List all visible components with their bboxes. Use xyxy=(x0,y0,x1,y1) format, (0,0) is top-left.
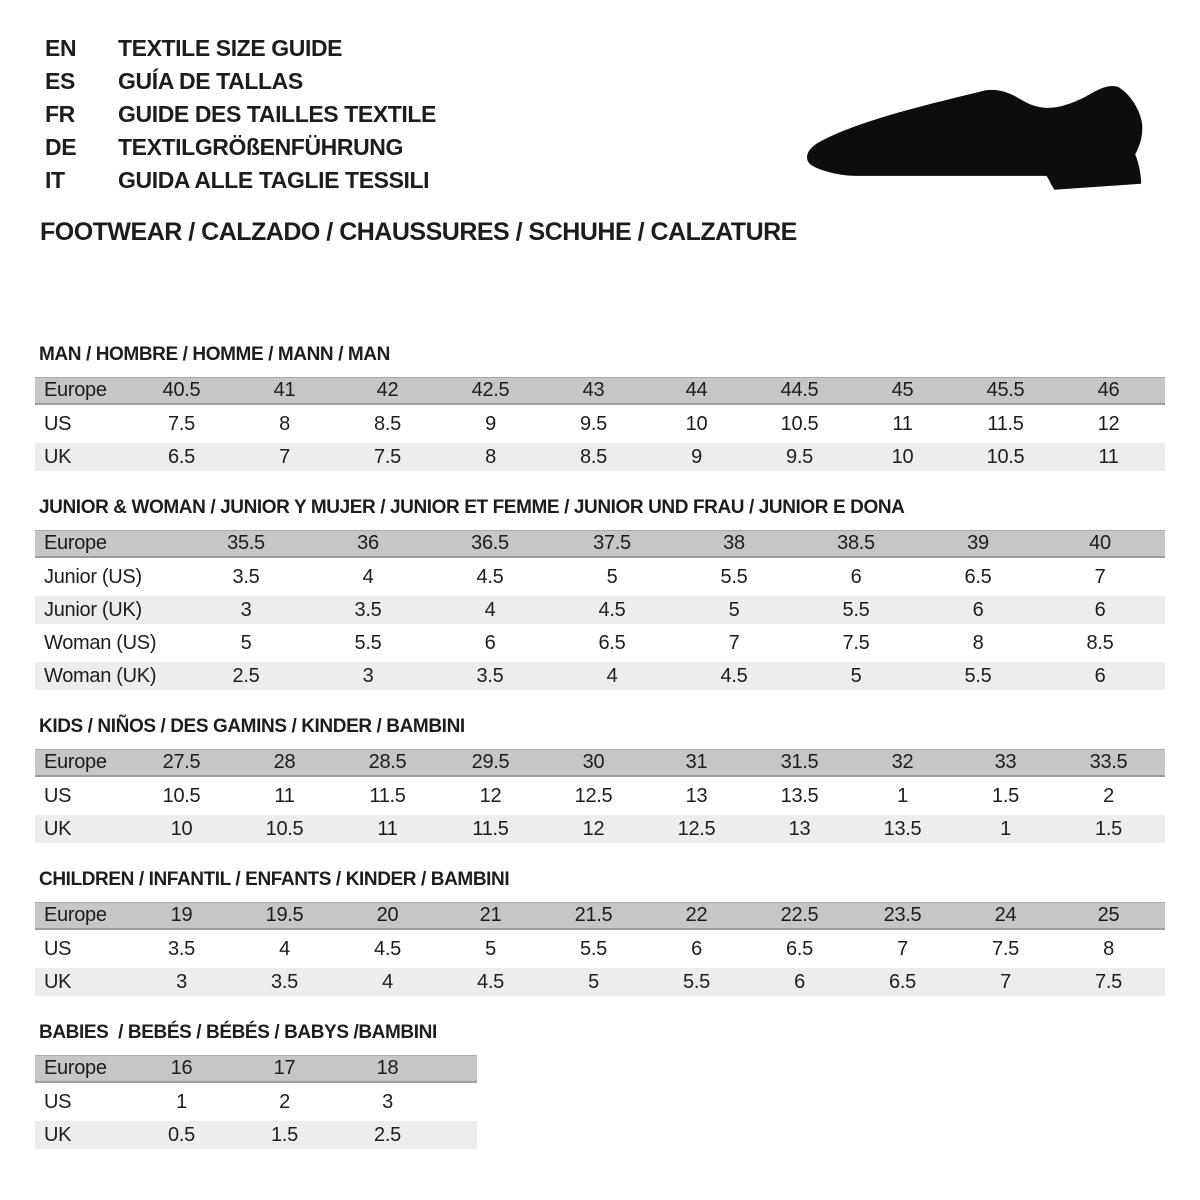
language-row xyxy=(45,65,436,98)
section-title: MAN / HOMBRE / HOMME / MANN / MAN xyxy=(39,344,390,365)
size-value: 0.5 xyxy=(168,1123,195,1146)
size-value: 6.5 xyxy=(889,970,916,993)
language-code: EN xyxy=(45,35,77,61)
row-label: Junior (US) xyxy=(44,565,142,588)
row-label: Woman (US) xyxy=(44,631,157,654)
row-label: Europe xyxy=(44,751,107,773)
size-section xyxy=(35,497,1165,690)
size-value: 11 xyxy=(377,817,398,840)
size-value: 13 xyxy=(685,784,708,807)
size-value: 8.5 xyxy=(374,412,401,435)
row-label: US xyxy=(44,412,72,435)
row-label: US xyxy=(44,937,72,960)
size-value: 7.5 xyxy=(992,937,1019,960)
row-label: UK xyxy=(44,1123,72,1146)
table-row xyxy=(35,443,1165,471)
size-value: 6 xyxy=(1094,598,1106,621)
table-row xyxy=(35,815,1165,843)
size-value: 11 xyxy=(274,784,295,807)
size-value: 5 xyxy=(588,970,599,993)
size-value: 24 xyxy=(994,904,1017,926)
size-value: 17 xyxy=(273,1057,296,1079)
size-value: 6 xyxy=(1094,664,1106,687)
size-value: 8 xyxy=(279,412,290,435)
size-value: 45 xyxy=(891,379,914,401)
size-value: 31 xyxy=(685,751,708,773)
table-row xyxy=(35,935,1165,963)
size-value: 6.5 xyxy=(786,937,813,960)
section-title: BABIES / BEBÉS / BÉBÉS / BABYS /BAMBINI xyxy=(39,1022,437,1043)
size-value: 21.5 xyxy=(574,904,613,926)
size-value: 10.5 xyxy=(162,784,201,807)
size-value: 5.5 xyxy=(842,598,870,621)
size-value: 22 xyxy=(685,904,708,926)
category-title: FOOTWEAR / CALZADO / CHAUSSURES / SCHUHE / CALZATURE xyxy=(40,218,797,246)
size-value: 19 xyxy=(170,904,193,926)
size-value: 36 xyxy=(357,532,379,554)
table-row xyxy=(35,662,1165,690)
size-value: 33.5 xyxy=(1089,751,1128,773)
size-value: 2 xyxy=(1103,784,1114,807)
size-value: 5 xyxy=(240,631,252,654)
size-table xyxy=(35,902,1165,996)
language-row xyxy=(45,98,436,131)
size-value: 6 xyxy=(972,598,984,621)
size-value: 3 xyxy=(240,598,252,621)
size-section xyxy=(35,869,1165,996)
size-value: 11.5 xyxy=(987,412,1024,435)
language-row xyxy=(45,131,436,164)
size-value: 5.5 xyxy=(580,937,607,960)
size-value: 3.5 xyxy=(168,937,195,960)
table-row xyxy=(35,629,1165,657)
size-value: 13.5 xyxy=(780,784,819,807)
size-value: 25 xyxy=(1097,904,1120,926)
size-value: 6.5 xyxy=(598,631,626,654)
size-value: 35.5 xyxy=(227,532,265,554)
size-value: 6 xyxy=(850,565,862,588)
size-value: 10 xyxy=(891,445,914,468)
size-value: 7 xyxy=(728,631,740,654)
size-value: 3.5 xyxy=(476,664,504,687)
row-label: Junior (UK) xyxy=(44,598,142,621)
size-table xyxy=(35,1055,477,1149)
size-tables-area xyxy=(35,344,1165,1175)
row-label: UK xyxy=(44,445,72,468)
row-label: Woman (UK) xyxy=(44,664,157,687)
size-value: 4.5 xyxy=(476,565,504,588)
size-value: 33 xyxy=(994,751,1017,773)
size-value: 12.5 xyxy=(574,784,613,807)
size-value: 3.5 xyxy=(354,598,382,621)
size-value: 13.5 xyxy=(883,817,922,840)
size-value: 7 xyxy=(897,937,908,960)
size-value: 7.5 xyxy=(842,631,870,654)
shoe-icon xyxy=(795,66,1150,200)
size-value: 29.5 xyxy=(471,751,510,773)
size-value: 22.5 xyxy=(780,904,819,926)
size-value: 1 xyxy=(1000,817,1011,840)
language-row xyxy=(45,164,436,197)
size-value: 9.5 xyxy=(580,412,607,435)
size-value: 9.5 xyxy=(786,445,813,468)
size-value: 8 xyxy=(972,631,984,654)
size-value: 7.5 xyxy=(168,412,195,435)
size-value: 12 xyxy=(582,817,605,840)
section-title: CHILDREN / INFANTIL / ENFANTS / KINDER / BAMBINI xyxy=(39,869,510,890)
row-label: US xyxy=(44,1090,72,1113)
size-value: 6.5 xyxy=(964,565,992,588)
language-code: FR xyxy=(45,101,75,127)
size-value: 8.5 xyxy=(580,445,607,468)
size-value: 40.5 xyxy=(162,379,201,401)
language-row xyxy=(45,32,436,65)
size-value: 4 xyxy=(606,664,618,687)
language-label: GUIDE DES TAILLES TEXTILE xyxy=(118,101,436,127)
size-value: 16 xyxy=(170,1057,193,1079)
size-value: 1 xyxy=(176,1090,187,1113)
section-title: KIDS / NIÑOS / DES GAMINS / KINDER / BAMBINI xyxy=(39,716,465,737)
size-value: 12 xyxy=(1097,412,1120,435)
row-label: UK xyxy=(44,817,72,840)
size-value: 20 xyxy=(376,904,399,926)
size-value: 13 xyxy=(788,817,811,840)
language-label: GUIDA ALLE TAGLIE TESSILI xyxy=(118,167,430,193)
size-value: 44 xyxy=(685,379,708,401)
size-value: 30 xyxy=(582,751,605,773)
size-value: 46 xyxy=(1097,379,1120,401)
size-value: 36.5 xyxy=(471,532,509,554)
size-value: 31.5 xyxy=(780,751,819,773)
size-value: 10.5 xyxy=(265,817,304,840)
language-label: TEXTILE SIZE GUIDE xyxy=(118,35,343,61)
size-value: 7.5 xyxy=(374,445,401,468)
size-value: 4.5 xyxy=(720,664,748,687)
size-value: 42.5 xyxy=(471,379,510,401)
row-label: UK xyxy=(44,970,72,993)
size-value: 2 xyxy=(279,1090,290,1113)
size-value: 8 xyxy=(485,445,496,468)
size-value: 1.5 xyxy=(1095,817,1122,840)
size-value: 4.5 xyxy=(374,937,401,960)
size-value: 7 xyxy=(279,445,290,468)
size-value: 4 xyxy=(279,937,290,960)
table-row xyxy=(35,1088,477,1116)
size-value: 39 xyxy=(967,532,989,554)
size-value: 11 xyxy=(1098,445,1119,468)
section-title: JUNIOR & WOMAN / JUNIOR Y MUJER / JUNIOR ET FEMME / JUNIOR UND FRAU / JUNIOR E DONA xyxy=(39,497,905,518)
size-table xyxy=(35,749,1165,843)
size-value: 42 xyxy=(376,379,399,401)
size-value: 5.5 xyxy=(720,565,748,588)
size-value: 27.5 xyxy=(162,751,201,773)
language-code: ES xyxy=(45,68,75,94)
size-value: 10 xyxy=(170,817,193,840)
size-value: 37.5 xyxy=(593,532,631,554)
language-label: TEXTILGRÖßENFÜHRUNG xyxy=(118,134,403,160)
size-value: 19.5 xyxy=(265,904,304,926)
table-row xyxy=(35,530,1165,558)
table-row xyxy=(35,410,1165,438)
size-value: 23.5 xyxy=(883,904,922,926)
size-value: 4 xyxy=(362,565,374,588)
size-table xyxy=(35,377,1165,471)
size-value: 5 xyxy=(728,598,740,621)
size-value: 21 xyxy=(479,904,502,926)
size-value: 1.5 xyxy=(271,1123,298,1146)
size-value: 5 xyxy=(850,664,862,687)
size-value: 4 xyxy=(484,598,496,621)
size-value: 3.5 xyxy=(232,565,260,588)
size-value: 38.5 xyxy=(837,532,875,554)
size-value: 5 xyxy=(485,937,496,960)
size-value: 10.5 xyxy=(986,445,1025,468)
language-label: GUÍA DE TALLAS xyxy=(118,68,303,94)
size-section xyxy=(35,344,1165,471)
language-code: IT xyxy=(45,167,65,193)
size-value: 10 xyxy=(685,412,708,435)
table-row xyxy=(35,968,1165,996)
language-title-block xyxy=(45,32,436,197)
size-value: 5.5 xyxy=(683,970,710,993)
size-value: 3 xyxy=(362,664,374,687)
row-label: Europe xyxy=(44,1057,107,1079)
size-value: 4.5 xyxy=(598,598,626,621)
size-value: 3 xyxy=(382,1090,393,1113)
size-value: 6 xyxy=(691,937,702,960)
size-value: 7.5 xyxy=(1095,970,1122,993)
table-row xyxy=(35,377,1165,405)
size-value: 40 xyxy=(1089,532,1111,554)
size-value: 10.5 xyxy=(780,412,819,435)
size-value: 8 xyxy=(1103,937,1114,960)
table-row xyxy=(35,1121,477,1149)
size-value: 7 xyxy=(1000,970,1011,993)
size-value: 11.5 xyxy=(369,784,406,807)
size-value: 12.5 xyxy=(677,817,716,840)
size-value: 6 xyxy=(484,631,496,654)
size-value: 11.5 xyxy=(472,817,509,840)
size-value: 3 xyxy=(176,970,187,993)
table-row xyxy=(35,902,1165,930)
size-value: 43 xyxy=(582,379,605,401)
table-row xyxy=(35,563,1165,591)
size-value: 5 xyxy=(606,565,618,588)
size-value: 2.5 xyxy=(232,664,260,687)
row-label: Europe xyxy=(44,532,107,554)
size-value: 6.5 xyxy=(168,445,195,468)
size-value: 9 xyxy=(691,445,702,468)
size-value: 12 xyxy=(479,784,502,807)
size-value: 44.5 xyxy=(780,379,819,401)
size-value: 3.5 xyxy=(271,970,298,993)
row-label: Europe xyxy=(44,379,107,401)
table-row xyxy=(35,782,1165,810)
size-value: 4 xyxy=(382,970,393,993)
table-row xyxy=(35,749,1165,777)
size-value: 28 xyxy=(273,751,296,773)
row-label: US xyxy=(44,784,72,807)
size-value: 6 xyxy=(794,970,805,993)
size-value: 7 xyxy=(1094,565,1106,588)
size-value: 38 xyxy=(723,532,745,554)
size-value: 18 xyxy=(376,1057,399,1079)
size-value: 2.5 xyxy=(374,1123,401,1146)
size-value: 11 xyxy=(892,412,913,435)
size-value: 8.5 xyxy=(1086,631,1114,654)
size-value: 4.5 xyxy=(477,970,504,993)
size-value: 5.5 xyxy=(354,631,382,654)
size-table xyxy=(35,530,1165,690)
language-code: DE xyxy=(45,134,77,160)
table-row xyxy=(35,1055,477,1083)
size-value: 32 xyxy=(891,751,914,773)
size-section xyxy=(35,1022,1165,1149)
size-value: 28.5 xyxy=(368,751,407,773)
size-value: 45.5 xyxy=(986,379,1025,401)
table-row xyxy=(35,596,1165,624)
size-value: 1 xyxy=(897,784,908,807)
row-label: Europe xyxy=(44,904,107,926)
size-value: 41 xyxy=(273,379,296,401)
size-value: 5.5 xyxy=(964,664,992,687)
size-value: 1.5 xyxy=(992,784,1019,807)
size-section xyxy=(35,716,1165,843)
size-value: 9 xyxy=(485,412,496,435)
